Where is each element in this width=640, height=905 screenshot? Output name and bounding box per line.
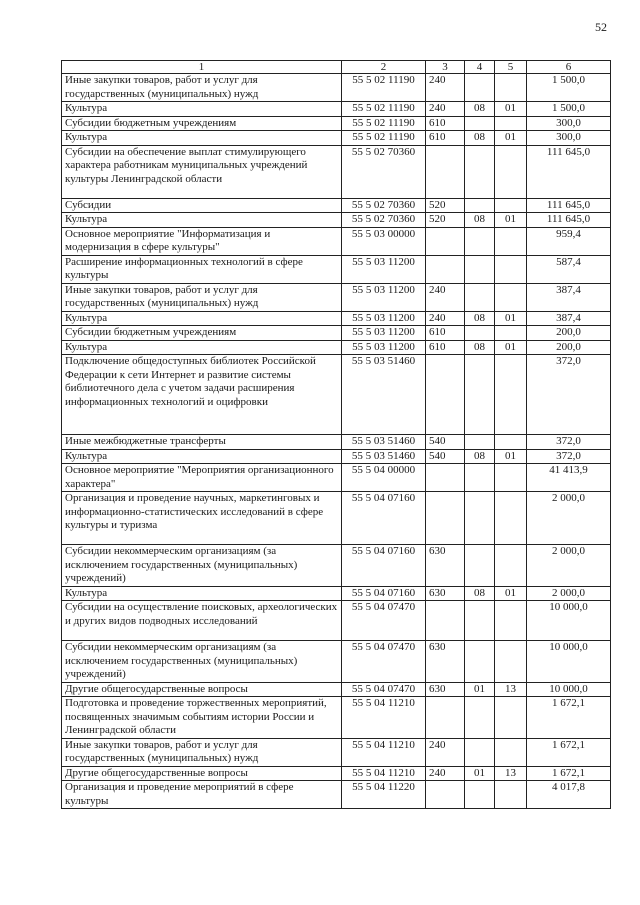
row-expense-type: 610 (426, 326, 465, 341)
row-code: 55 5 03 51460 (342, 449, 426, 464)
row-expense-type: 630 (426, 641, 465, 683)
row-section: 08 (465, 449, 495, 464)
row-expense-type: 610 (426, 340, 465, 355)
row-code: 55 5 04 07160 (342, 492, 426, 545)
row-section (465, 781, 495, 809)
row-amount: 372,0 (527, 449, 611, 464)
row-name: Расширение информационных технологий в сфере культуры (62, 255, 342, 283)
page-number: 52 (595, 20, 607, 34)
row-subsection: 01 (495, 131, 527, 146)
row-subsection (495, 116, 527, 131)
row-subsection: 01 (495, 102, 527, 117)
table-row (62, 697, 611, 739)
row-expense-type: 240 (426, 283, 465, 311)
table-row (62, 766, 611, 781)
table-row (62, 738, 611, 766)
row-subsection (495, 255, 527, 283)
row-amount: 959,4 (527, 227, 611, 255)
row-amount: 4 017,8 (527, 781, 611, 809)
row-amount: 1 672,1 (527, 738, 611, 766)
row-name: Субсидии на обеспечение выплат стимулирующего характера работникам муниципальных учреждений культуры Ленинградской области (62, 145, 342, 198)
row-amount: 111 645,0 (527, 198, 611, 213)
row-name: Культура (62, 213, 342, 228)
row-section (465, 697, 495, 739)
row-amount: 2 000,0 (527, 586, 611, 601)
row-section (465, 255, 495, 283)
row-code: 55 5 03 11200 (342, 311, 426, 326)
row-section (465, 326, 495, 341)
row-code: 55 5 02 11190 (342, 131, 426, 146)
row-subsection (495, 545, 527, 587)
row-expense-type: 630 (426, 682, 465, 697)
row-section: 08 (465, 102, 495, 117)
row-name: Культура (62, 311, 342, 326)
row-section (465, 738, 495, 766)
row-code: 55 5 03 51460 (342, 355, 426, 435)
table-row (62, 227, 611, 255)
row-expense-type: 610 (426, 116, 465, 131)
row-code: 55 5 03 11200 (342, 283, 426, 311)
row-subsection (495, 326, 527, 341)
row-subsection (495, 492, 527, 545)
row-code: 55 5 03 11200 (342, 255, 426, 283)
row-section (465, 283, 495, 311)
row-name: Основное мероприятие "Мероприятия организационного характера" (62, 464, 342, 492)
row-amount: 41 413,9 (527, 464, 611, 492)
row-name: Иные закупки товаров, работ и услуг для государственных (муниципальных) нужд (62, 74, 342, 102)
table-row (62, 545, 611, 587)
row-code: 55 5 02 11190 (342, 116, 426, 131)
row-name: Культура (62, 586, 342, 601)
row-name: Субсидии некоммерческим организациям (за исключением государственных (муниципальных) учреждений) (62, 545, 342, 587)
row-amount: 10 000,0 (527, 641, 611, 683)
row-expense-type: 240 (426, 766, 465, 781)
row-name: Субсидии некоммерческим организациям (за исключением государственных (муниципальных) учреждений) (62, 641, 342, 683)
row-amount: 1 500,0 (527, 102, 611, 117)
row-subsection (495, 738, 527, 766)
row-section (465, 74, 495, 102)
row-section (465, 355, 495, 435)
table-row (62, 255, 611, 283)
table-row (62, 781, 611, 809)
table-row (62, 213, 611, 228)
row-expense-type: 540 (426, 449, 465, 464)
row-amount: 1 500,0 (527, 74, 611, 102)
header-col-6: 6 (527, 61, 611, 74)
row-amount: 10 000,0 (527, 682, 611, 697)
row-name: Субсидии (62, 198, 342, 213)
row-section (465, 145, 495, 198)
row-name: Другие общегосударственные вопросы (62, 682, 342, 697)
row-subsection: 01 (495, 449, 527, 464)
table-row (62, 311, 611, 326)
row-name: Основное мероприятие "Информатизация и модернизация в сфере культуры" (62, 227, 342, 255)
row-expense-type (426, 145, 465, 198)
row-subsection: 01 (495, 213, 527, 228)
row-amount: 372,0 (527, 355, 611, 435)
table-row (62, 116, 611, 131)
row-amount: 2 000,0 (527, 545, 611, 587)
row-expense-type (426, 227, 465, 255)
table-row (62, 641, 611, 683)
row-amount: 1 672,1 (527, 697, 611, 739)
row-amount: 300,0 (527, 131, 611, 146)
row-section (465, 116, 495, 131)
row-code: 55 5 04 11210 (342, 738, 426, 766)
budget-table (61, 60, 611, 809)
row-amount: 111 645,0 (527, 213, 611, 228)
row-expense-type (426, 492, 465, 545)
row-subsection (495, 198, 527, 213)
row-name: Субсидии бюджетным учреждениям (62, 326, 342, 341)
header-col-3: 3 (426, 61, 465, 74)
table-row (62, 102, 611, 117)
row-expense-type (426, 355, 465, 435)
table-row (62, 492, 611, 545)
row-subsection (495, 145, 527, 198)
table-row (62, 74, 611, 102)
row-expense-type: 240 (426, 311, 465, 326)
table-row (62, 283, 611, 311)
row-expense-type: 520 (426, 213, 465, 228)
row-code: 55 5 03 11200 (342, 326, 426, 341)
row-code: 55 5 04 11220 (342, 781, 426, 809)
header-col-2: 2 (342, 61, 426, 74)
row-subsection: 01 (495, 340, 527, 355)
table-row (62, 340, 611, 355)
table-row (62, 145, 611, 198)
row-expense-type: 610 (426, 131, 465, 146)
row-expense-type: 630 (426, 586, 465, 601)
row-subsection (495, 781, 527, 809)
table-row (62, 682, 611, 697)
row-name: Другие общегосударственные вопросы (62, 766, 342, 781)
row-subsection: 01 (495, 311, 527, 326)
row-name: Иные закупки товаров, работ и услуг для государственных (муниципальных) нужд (62, 738, 342, 766)
row-name: Субсидии бюджетным учреждениям (62, 116, 342, 131)
row-section (465, 641, 495, 683)
row-section (465, 545, 495, 587)
row-subsection (495, 355, 527, 435)
row-name: Организация и проведение научных, маркетинговых и информационно-статистических исследований в сфере культуры и туризма (62, 492, 342, 545)
table-row (62, 464, 611, 492)
row-name: Подготовка и проведение торжественных мероприятий, посвященных значимым событиям истории России и Ленинградской области (62, 697, 342, 739)
row-code: 55 5 04 00000 (342, 464, 426, 492)
row-code: 55 5 04 11210 (342, 697, 426, 739)
table-row (62, 198, 611, 213)
row-expense-type: 240 (426, 74, 465, 102)
row-name: Иные закупки товаров, работ и услуг для государственных (муниципальных) нужд (62, 283, 342, 311)
row-section: 08 (465, 340, 495, 355)
row-code: 55 5 04 11210 (342, 766, 426, 781)
row-subsection (495, 697, 527, 739)
row-code: 55 5 02 70360 (342, 198, 426, 213)
row-code: 55 5 04 07160 (342, 545, 426, 587)
row-expense-type (426, 601, 465, 641)
header-col-4: 4 (465, 61, 495, 74)
row-section (465, 435, 495, 450)
row-amount: 372,0 (527, 435, 611, 450)
row-amount: 300,0 (527, 116, 611, 131)
row-amount: 2 000,0 (527, 492, 611, 545)
row-code: 55 5 02 11190 (342, 74, 426, 102)
row-subsection (495, 74, 527, 102)
row-section: 08 (465, 213, 495, 228)
row-code: 55 5 03 51460 (342, 435, 426, 450)
header-col-5: 5 (495, 61, 527, 74)
row-section (465, 492, 495, 545)
row-name: Организация и проведение мероприятий в сфере культуры (62, 781, 342, 809)
row-subsection (495, 227, 527, 255)
row-amount: 587,4 (527, 255, 611, 283)
row-subsection: 13 (495, 766, 527, 781)
row-subsection: 01 (495, 586, 527, 601)
row-expense-type: 630 (426, 545, 465, 587)
row-subsection (495, 464, 527, 492)
row-section (465, 464, 495, 492)
row-subsection (495, 283, 527, 311)
header-col-1: 1 (62, 61, 342, 74)
row-amount: 387,4 (527, 311, 611, 326)
row-name: Культура (62, 131, 342, 146)
row-subsection (495, 601, 527, 641)
row-expense-type: 540 (426, 435, 465, 450)
row-amount: 200,0 (527, 326, 611, 341)
row-subsection (495, 435, 527, 450)
row-code: 55 5 04 07470 (342, 641, 426, 683)
row-amount: 1 672,1 (527, 766, 611, 781)
row-section: 08 (465, 311, 495, 326)
table-row (62, 601, 611, 641)
row-subsection: 13 (495, 682, 527, 697)
table-row (62, 355, 611, 435)
row-name: Культура (62, 102, 342, 117)
row-section: 01 (465, 682, 495, 697)
row-section: 08 (465, 131, 495, 146)
row-code: 55 5 04 07470 (342, 601, 426, 641)
row-amount: 10 000,0 (527, 601, 611, 641)
row-code: 55 5 03 11200 (342, 340, 426, 355)
row-code: 55 5 04 07160 (342, 586, 426, 601)
row-expense-type (426, 255, 465, 283)
table-row (62, 326, 611, 341)
row-code: 55 5 02 70360 (342, 145, 426, 198)
row-code: 55 5 04 07470 (342, 682, 426, 697)
table-header-row (62, 61, 611, 74)
row-expense-type (426, 464, 465, 492)
row-code: 55 5 03 00000 (342, 227, 426, 255)
row-name: Подключение общедоступных библиотек Российской Федерации к сети Интернет и развитие системы библиотечного дела с учетом задачи расширения информационных технологий и оцифровки (62, 355, 342, 435)
row-section (465, 227, 495, 255)
row-name: Культура (62, 340, 342, 355)
row-code: 55 5 02 11190 (342, 102, 426, 117)
row-name: Иные межбюджетные трансферты (62, 435, 342, 450)
row-section: 01 (465, 766, 495, 781)
row-amount: 387,4 (527, 283, 611, 311)
table-row (62, 131, 611, 146)
row-section (465, 601, 495, 641)
row-expense-type (426, 697, 465, 739)
row-amount: 111 645,0 (527, 145, 611, 198)
table-row (62, 449, 611, 464)
row-subsection (495, 641, 527, 683)
row-code: 55 5 02 70360 (342, 213, 426, 228)
row-name: Культура (62, 449, 342, 464)
row-name: Субсидии на осуществление поисковых, археологических и других видов подводных исследований (62, 601, 342, 641)
row-expense-type: 520 (426, 198, 465, 213)
row-section (465, 198, 495, 213)
row-expense-type: 240 (426, 738, 465, 766)
table-row (62, 435, 611, 450)
row-amount: 200,0 (527, 340, 611, 355)
table-row (62, 586, 611, 601)
row-expense-type: 240 (426, 102, 465, 117)
row-section: 08 (465, 586, 495, 601)
row-expense-type (426, 781, 465, 809)
